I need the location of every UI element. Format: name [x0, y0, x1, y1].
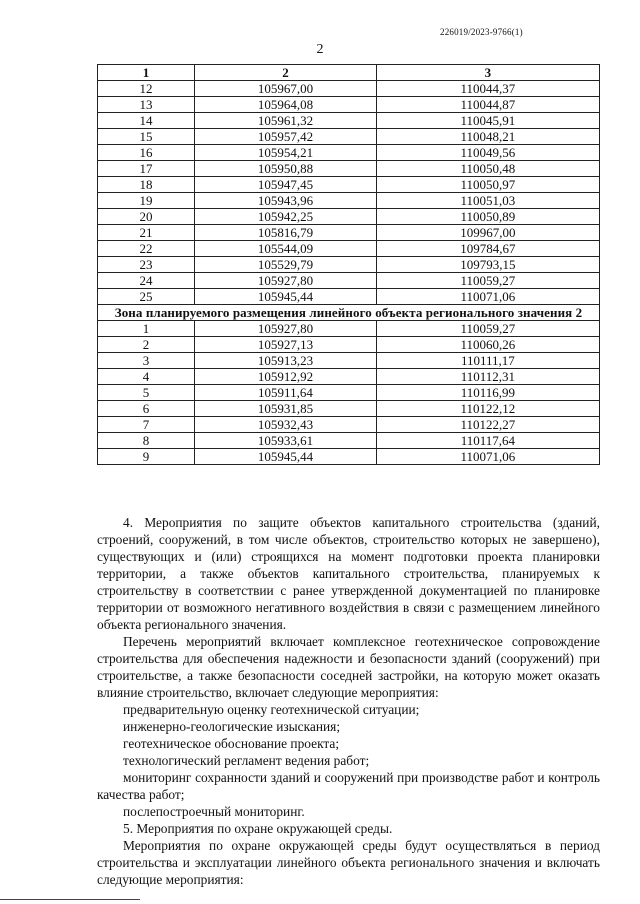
- table-row: [98, 145, 600, 161]
- y-coordinate-cell: 110048,21: [376, 129, 599, 145]
- point-number-cell: 13: [98, 97, 195, 113]
- y-coordinate-cell: 109784,67: [376, 241, 599, 257]
- x-coordinate-cell: 105933,61: [195, 433, 377, 449]
- point-number-cell: 1: [98, 321, 195, 337]
- x-coordinate-cell: 105957,42: [195, 129, 377, 145]
- x-coordinate-cell: 105912,92: [195, 369, 377, 385]
- y-coordinate-cell: 109967,00: [376, 225, 599, 241]
- table-row: [98, 353, 600, 369]
- table-row: [98, 209, 600, 225]
- list-item: технологический регламент ведения работ;: [123, 753, 370, 768]
- x-coordinate-cell: 105932,43: [195, 417, 377, 433]
- table-row: [98, 273, 600, 289]
- column-header: 2: [195, 65, 377, 81]
- y-coordinate-cell: 110116,99: [376, 385, 599, 401]
- x-coordinate-cell: 105967,00: [195, 81, 377, 97]
- y-coordinate-cell: 110050,97: [376, 177, 599, 193]
- y-coordinate-cell: 110059,27: [376, 273, 599, 289]
- y-coordinate-cell: 110122,12: [376, 401, 599, 417]
- x-coordinate-cell: 105913,23: [195, 353, 377, 369]
- table-row: [98, 81, 600, 97]
- zone2-title-row: [98, 305, 600, 321]
- y-coordinate-cell: 110050,48: [376, 161, 599, 177]
- table-row: [98, 241, 600, 257]
- x-coordinate-cell: 105931,85: [195, 401, 377, 417]
- list-item-monitoring: мониторинг сохранности зданий и сооружений при производстве работ и контроль качества работ;: [97, 770, 600, 802]
- document-body: [97, 514, 600, 888]
- x-coordinate-cell: 105911,64: [195, 385, 377, 401]
- y-coordinate-cell: 110044,87: [376, 97, 599, 113]
- zone2-rows: [98, 321, 600, 465]
- x-coordinate-cell: 105816,79: [195, 225, 377, 241]
- table-row: [98, 433, 600, 449]
- point-number-cell: 3: [98, 353, 195, 369]
- y-coordinate-cell: 109793,15: [376, 257, 599, 273]
- point-number-cell: 22: [98, 241, 195, 257]
- x-coordinate-cell: 105927,13: [195, 337, 377, 353]
- y-coordinate-cell: 110122,27: [376, 417, 599, 433]
- x-coordinate-cell: 105945,44: [195, 449, 377, 465]
- y-coordinate-cell: 110071,06: [376, 289, 599, 305]
- y-coordinate-cell: 110112,31: [376, 369, 599, 385]
- zone1-rows: [98, 81, 600, 305]
- list-item: предварительную оценку геотехнической ситуации;: [123, 702, 420, 717]
- column-header: 3: [376, 65, 599, 81]
- table-row: [98, 193, 600, 209]
- x-coordinate-cell: 105950,88: [195, 161, 377, 177]
- table-row: [98, 289, 600, 305]
- paragraph-environment-measures: Мероприятия по охране окружающей среды будут осуществляться в период строительства и эксплуатации линейного объекта регионального значения и включать следующие мероприятия:: [97, 838, 600, 887]
- point-number-cell: 6: [98, 401, 195, 417]
- point-number-cell: 5: [98, 385, 195, 401]
- y-coordinate-cell: 110111,17: [376, 353, 599, 369]
- y-coordinate-cell: 110051,03: [376, 193, 599, 209]
- table-row: [98, 417, 600, 433]
- table-row: [98, 337, 600, 353]
- point-number-cell: 25: [98, 289, 195, 305]
- table-row: [98, 401, 600, 417]
- paragraph-measures-list-intro: Перечень мероприятий включает комплексное геотехническое сопровождение строительства для обеспечения надежности и безопасности зданий (сооружений) при строительстве, а также безопасности соседней застройки, на которую может оказать влияние строительство, включает следующие мероприятия:: [97, 634, 600, 700]
- point-number-cell: 21: [98, 225, 195, 241]
- table-row: [98, 321, 600, 337]
- x-coordinate-cell: 105945,44: [195, 289, 377, 305]
- footer-rule: [0, 899, 140, 900]
- x-coordinate-cell: 105964,08: [195, 97, 377, 113]
- section-heading-environment: 5. Мероприятия по охране окружающей среды.: [123, 821, 393, 836]
- y-coordinate-cell: 110049,56: [376, 145, 599, 161]
- list-item: инженерно-геологические изыскания;: [123, 719, 341, 734]
- x-coordinate-cell: 105942,25: [195, 209, 377, 225]
- y-coordinate-cell: 110050,89: [376, 209, 599, 225]
- page-number: 2: [316, 42, 324, 57]
- point-number-cell: 18: [98, 177, 195, 193]
- x-coordinate-cell: 105947,45: [195, 177, 377, 193]
- paragraph-protection-measures: 4. Мероприятия по защите объектов капитального строительства (зданий, строений, сооружений, в том числе объектов, строительство которых не завершено), существующих и (или) строящихся на момент подготовки проекта планировки территории, а также объектов капитального строительства, планируемых к строительству в соответствии с ранее утвержденной документацией по планировке территории от возможного негативного воздействия в связи с размещением линейного объекта регионального значения.: [97, 515, 600, 632]
- point-number-cell: 16: [98, 145, 195, 161]
- list-item: послепостроечный мониторинг.: [123, 804, 305, 819]
- table-header-row: [98, 65, 600, 81]
- point-number-cell: 20: [98, 209, 195, 225]
- point-number-cell: 14: [98, 113, 195, 129]
- x-coordinate-cell: 105961,32: [195, 113, 377, 129]
- table-row: [98, 161, 600, 177]
- point-number-cell: 2: [98, 337, 195, 353]
- point-number-cell: 15: [98, 129, 195, 145]
- point-number-cell: 8: [98, 433, 195, 449]
- x-coordinate-cell: 105954,21: [195, 145, 377, 161]
- point-number-cell: 19: [98, 193, 195, 209]
- point-number-cell: 24: [98, 273, 195, 289]
- column-header: 1: [98, 65, 195, 81]
- document-id: 226019/2023-9766(1): [440, 27, 523, 37]
- x-coordinate-cell: 105927,80: [195, 273, 377, 289]
- point-number-cell: 4: [98, 369, 195, 385]
- table-row: [98, 129, 600, 145]
- point-number-cell: 12: [98, 81, 195, 97]
- x-coordinate-cell: 105544,09: [195, 241, 377, 257]
- point-number-cell: 9: [98, 449, 195, 465]
- y-coordinate-cell: 110117,64: [376, 433, 599, 449]
- table-row: [98, 113, 600, 129]
- table-row: [98, 257, 600, 273]
- table-row: [98, 385, 600, 401]
- x-coordinate-cell: 105927,80: [195, 321, 377, 337]
- y-coordinate-cell: 110071,06: [376, 449, 599, 465]
- x-coordinate-cell: 105529,79: [195, 257, 377, 273]
- y-coordinate-cell: 110060,26: [376, 337, 599, 353]
- coordinates-table: [97, 64, 600, 465]
- y-coordinate-cell: 110044,37: [376, 81, 599, 97]
- list-item: геотехническое обоснование проекта;: [123, 736, 340, 751]
- point-number-cell: 23: [98, 257, 195, 273]
- x-coordinate-cell: 105943,96: [195, 193, 377, 209]
- point-number-cell: 7: [98, 417, 195, 433]
- table-row: [98, 177, 600, 193]
- table-row: [98, 449, 600, 465]
- table-row: [98, 369, 600, 385]
- y-coordinate-cell: 110059,27: [376, 321, 599, 337]
- y-coordinate-cell: 110045,91: [376, 113, 599, 129]
- table-row: [98, 97, 600, 113]
- zone2-title: Зона планируемого размещения линейного объекта регионального значения 2: [98, 305, 600, 321]
- point-number-cell: 17: [98, 161, 195, 177]
- table-row: [98, 225, 600, 241]
